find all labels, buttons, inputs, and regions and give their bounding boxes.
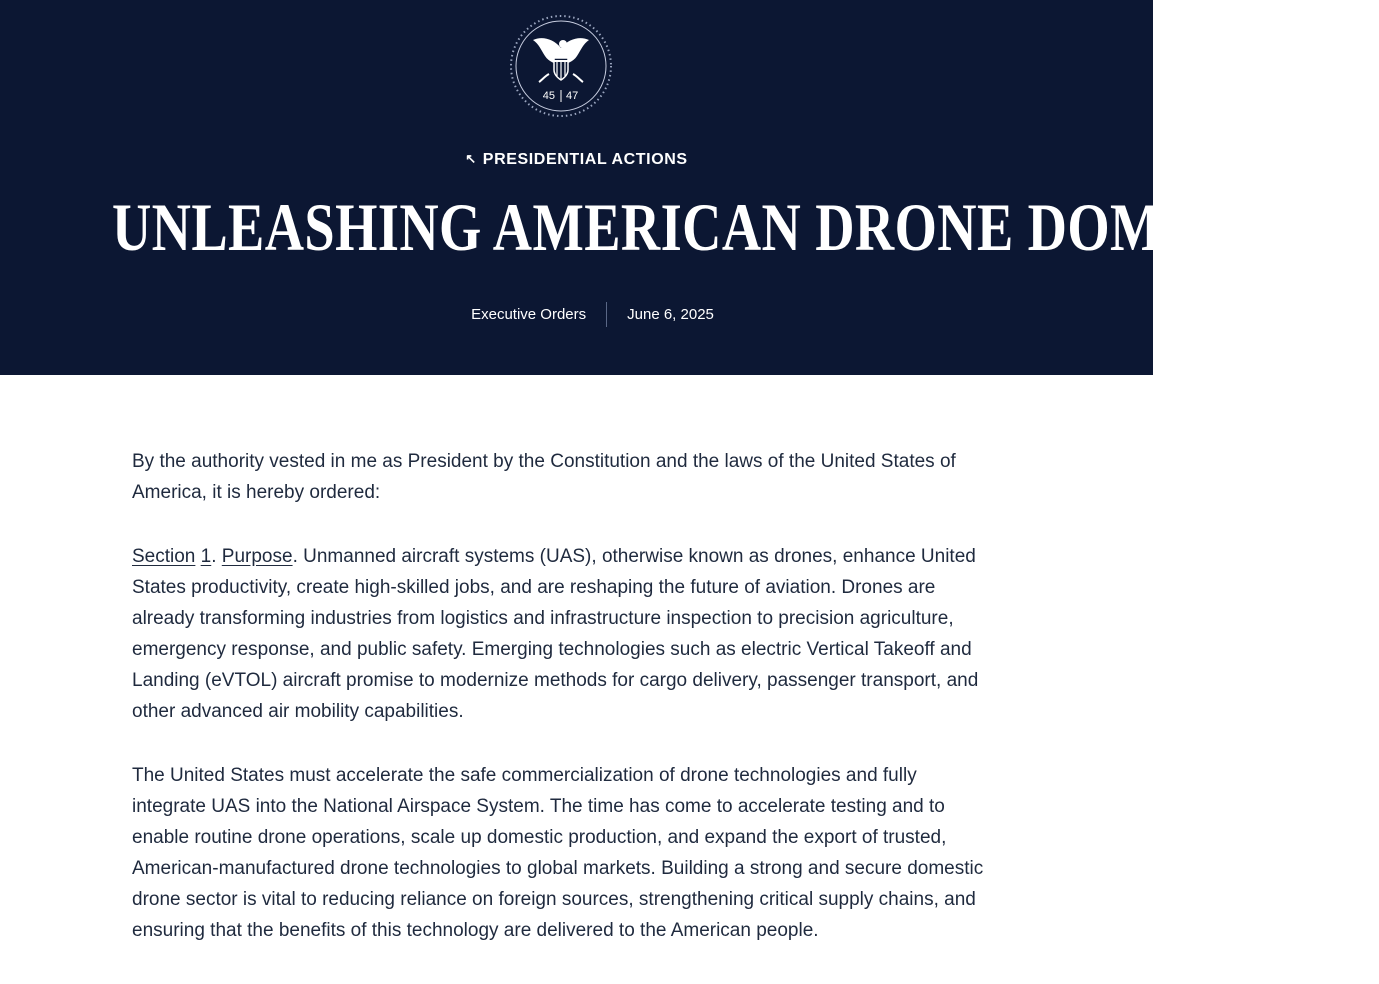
- hero-header: [0, 0, 1379, 375]
- presidential-actions-link[interactable]: [465, 151, 687, 168]
- presidential-seal-icon[interactable]: [509, 14, 613, 118]
- category-link[interactable]: Executive Orders: [471, 306, 587, 323]
- post-meta: [0, 302, 1153, 327]
- page-title: UNLEASHING AMERICAN DRONE DOMINANCE: [112, 189, 1379, 265]
- breadcrumb: [0, 151, 1153, 169]
- section-1-paragraph: Section 1. Purpose. Unmanned aircraft systems (UAS), otherwise known as drones, enhance United States productivity, create high-skilled jobs, and are reshaping the future of aviation. Drones are already transforming industries from logistics and infrastructure inspection to precision agriculture, emergency response, and public safety. Emerging technologies such as electric Vertical Takeoff and Landing (eVTOL) aircraft promise to modernize methods for cargo delivery, passenger transport, and other advanced air mobility capabilities.: [132, 546, 979, 722]
- meta-divider: [606, 302, 607, 327]
- section-number: 1: [200, 546, 212, 567]
- section-title: Purpose: [221, 546, 293, 567]
- post-date: June 6, 2025: [627, 306, 714, 323]
- arrow-up-left-icon: ↖: [465, 151, 477, 166]
- breadcrumb-label: PRESIDENTIAL ACTIONS: [482, 151, 688, 168]
- seal-number-left: 45: [542, 90, 555, 102]
- section-text: Unmanned aircraft systems (UAS), otherwise known as drones, enhance United States productivity, create high-skilled jobs, and are reshaping the future of aviation. Drones are already transforming industries from logistics and infrastructure inspection to precision agriculture, emergency response, and public safety. Emerging technologies such as electric Vertical Takeoff and Landing (eVTOL) aircraft promise to modernize methods for cargo delivery, passenger transport, and other advanced air mobility capabilities.: [132, 546, 979, 722]
- article-body: [132, 446, 992, 979]
- section-label: Section: [132, 546, 196, 567]
- intro-paragraph: By the authority vested in me as President by the Constitution and the laws of the United States of America, it is hereby ordered:: [132, 451, 956, 503]
- body-paragraph-2: The United States must accelerate the safe commercialization of drone technologies and fully integrate UAS into the National Airspace System. The time has come to accelerate testing and to enable routine drone operations, scale up domestic production, and expand the export of trusted, American-manufactured drone technologies to global markets. Building a strong and secure domestic drone sector is vital to reducing reliance on foreign sources, strengthening critical supply chains, and ensuring that the benefits of this technology are delivered to the American people.: [132, 765, 984, 941]
- seal-number-right: 47: [566, 90, 579, 102]
